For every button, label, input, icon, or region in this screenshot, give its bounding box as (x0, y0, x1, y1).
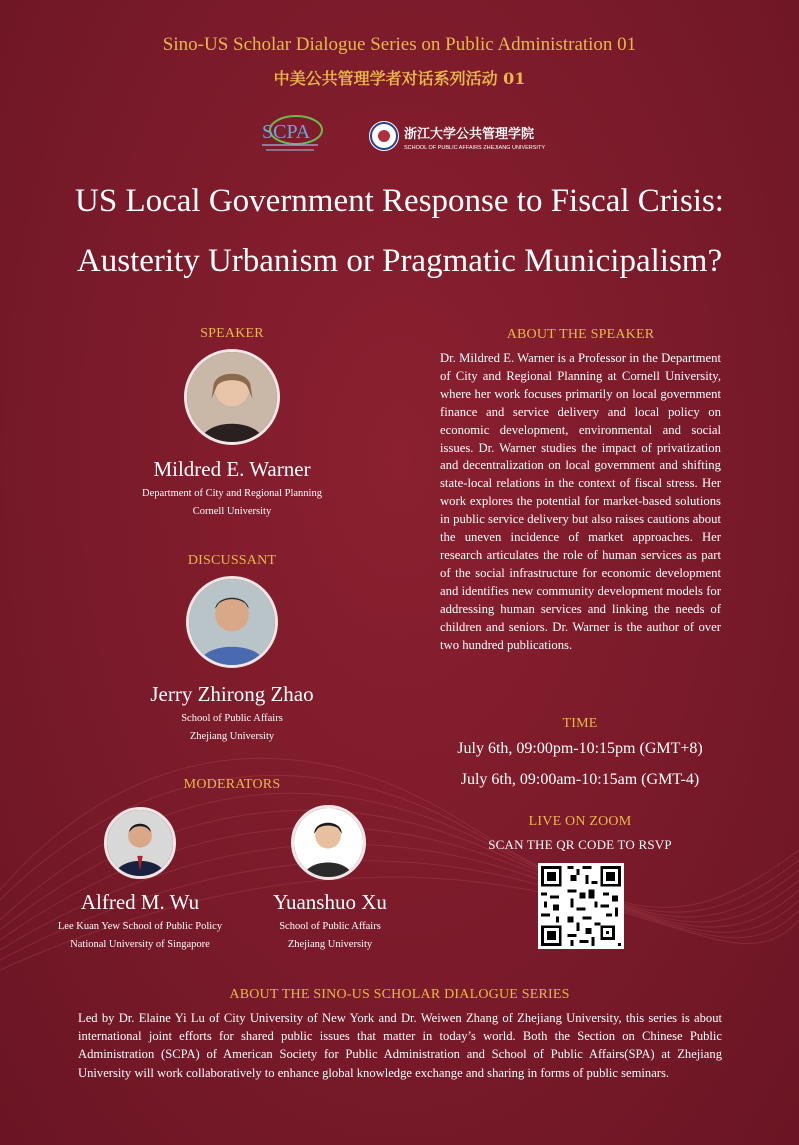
scpa-logo (256, 112, 328, 158)
speaker-name: Mildred E. Warner (153, 457, 311, 481)
moderator-2-photo (291, 805, 366, 880)
time-gmt8: July 6th, 09:00pm-10:15pm (GMT+8) (457, 740, 703, 757)
time-label: TIME (562, 716, 598, 731)
speaker-photo (184, 349, 280, 445)
moderators-label: MODERATORS (183, 777, 281, 792)
discussant-label: DISCUSSANT (187, 553, 277, 568)
moderator-2-name: Yuanshuo Xu (273, 890, 387, 914)
rsvp-instruction: SCAN THE QR CODE TO RSVP (488, 837, 672, 852)
discussant-name: Jerry Zhirong Zhao (150, 682, 314, 706)
moderator-2-affiliation-univ: Zhejiang University (287, 939, 373, 950)
about-series-label: ABOUT THE SINO-US SCHOLAR DIALOGUE SERIES (229, 987, 570, 1002)
series-title-zh: 中美公共管理学者对话系列活动 01 (273, 69, 526, 88)
moderator-1-photo (104, 807, 176, 879)
event-title-line2: Austerity Urbanism or Pragmatic Municipalism? (76, 243, 723, 279)
scpa-logo-text: SCPA (262, 121, 311, 143)
discussant-affiliation-school: School of Public Affairs (181, 713, 283, 724)
moderator-1-affiliation-univ: National University of Singapore (70, 939, 210, 950)
time-gmt-4: July 6th, 09:00am-10:15am (GMT-4) (460, 771, 700, 788)
zoom-label: LIVE ON ZOOM (528, 814, 632, 829)
rsvp-qr-code[interactable] (538, 863, 624, 949)
series-title-en: Sino-US Scholar Dialogue Series on Public Administration 01 (162, 34, 637, 55)
about-speaker-body: Dr. Mildred E. Warner is a Professor in the Department of City and Regional Planning at Cornell University, where her work focuses primarily on local government finance and service delivery and local policy on economic development, environmental and social issues. Dr. Warner studies the impact of privatization and decentralization on local government and shifting state-local relations in the context of fiscal stress. Her work explores the potential for market-based solutions in public service delivery but also raises cautions about the uneven incidence of market approaches. Her research articulates the role of human services as part of the social infrastructure for economic development and identifies new community development models for addressing human services and linking the needs of children and seniors. Dr. Warner is the author of over two hundred publications. (440, 351, 721, 652)
event-title-line1: US Local Government Response to Fiscal Crisis: (75, 183, 724, 219)
about-speaker-label: ABOUT THE SPEAKER (506, 327, 655, 342)
speaker-label: SPEAKER (200, 326, 264, 341)
about-series-body: Led by Dr. Elaine Yi Lu of City University of New York and Dr. Weiwen Zhang of Zhejiang University, this series is about international joint efforts for shared public issues that matter in today’s world. Both the Section on Chinese Public Administration (SCPA) of American Society for Public Administration and School of Public Affairs(SPA) at Zhejiang University will work collaboratively to enhance global knowledge exchange and sharing in forms of public seminars. (78, 1011, 722, 1080)
speaker-affiliation-dept: Department of City and Regional Planning (142, 488, 322, 499)
zju-logo-en: SCHOOL OF PUBLIC AFFAIRS ZHEJIANG UNIVERSITY (404, 145, 545, 151)
discussant-photo (186, 576, 278, 668)
moderator-1-name: Alfred M. Wu (80, 890, 200, 914)
speaker-affiliation-univ: Cornell University (192, 506, 272, 517)
zju-logo-zh: 浙江大学公共管理学院 (404, 127, 535, 142)
moderator-2-affiliation-school: School of Public Affairs (279, 921, 381, 932)
zju-spa-logo (368, 116, 548, 156)
moderator-1-affiliation-school: Lee Kuan Yew School of Public Policy (57, 921, 223, 932)
logo-row (0, 112, 799, 160)
discussant-affiliation-univ: Zhejiang University (189, 731, 275, 742)
